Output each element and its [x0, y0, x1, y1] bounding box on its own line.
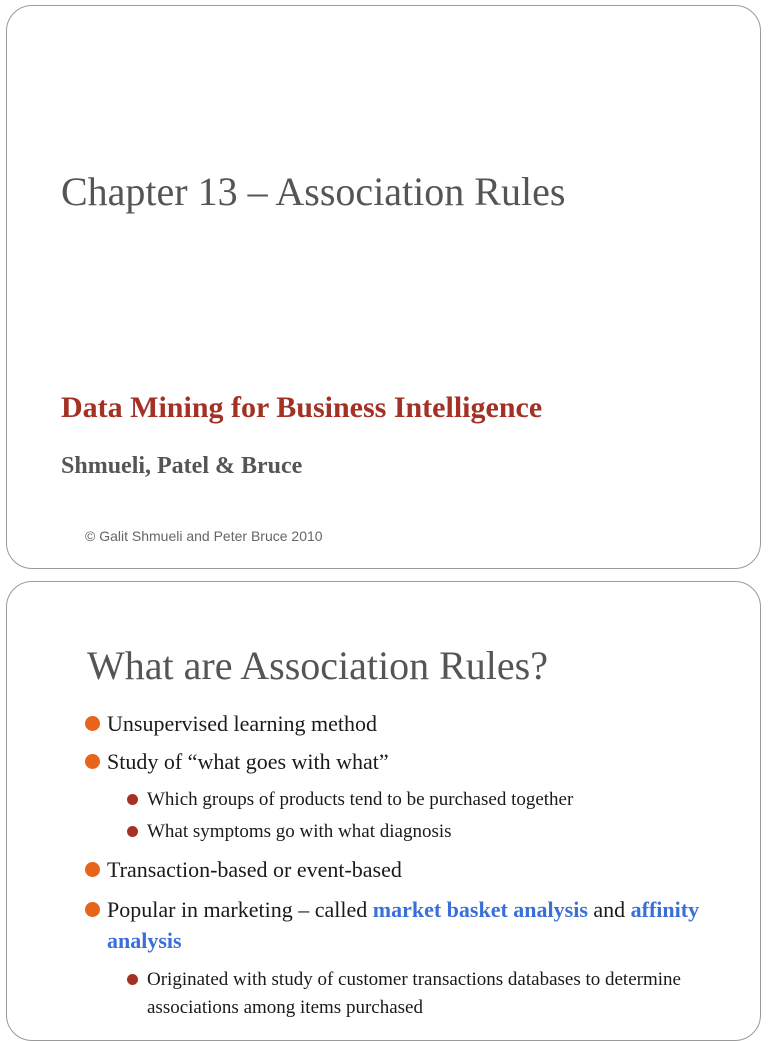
list-item — [85, 710, 725, 738]
bullet-text-prefix: Popular in marketing – called — [107, 897, 373, 922]
sub-bullet-dot-icon — [127, 794, 138, 805]
authors: Shmueli, Patel & Bruce — [61, 453, 303, 479]
content-slide — [6, 581, 761, 1041]
book-subtitle: Data Mining for Business Intelligence — [61, 391, 543, 424]
sub-bullet-text: Originated with study of customer transactions databases to determine associations among items purchased — [147, 969, 681, 1018]
sub-bullet-dot-icon — [127, 826, 138, 837]
sub-list-item — [85, 818, 725, 846]
bullet-text: Study of “what goes with what” — [107, 749, 389, 774]
bullet-dot-icon — [85, 754, 100, 769]
bullet-text-mid: and — [587, 897, 631, 922]
list-item — [85, 748, 725, 776]
slide-title: What are Association Rules? — [87, 643, 548, 688]
sub-bullet-dot-icon — [127, 974, 138, 985]
sub-list-item — [85, 786, 725, 814]
copyright-footer: © Galit Shmueli and Peter Bruce 2010 — [85, 528, 323, 544]
list-item — [85, 856, 725, 884]
sub-bullet-text: What symptoms go with what diagnosis — [147, 821, 452, 842]
bullet-text: Transaction-based or event-based — [107, 857, 402, 882]
keyword-affinity-analysis: affinity analysis — [107, 897, 700, 953]
bullet-text: Unsupervised learning method — [107, 711, 378, 736]
bullet-list — [85, 710, 725, 1026]
title-slide — [6, 5, 761, 569]
sub-bullet-text: Which groups of products tend to be purchased together — [147, 789, 574, 810]
slide-title: Chapter 13 – Association Rules — [61, 169, 566, 214]
list-item — [85, 894, 725, 956]
keyword-market-basket-analysis: market basket analysis — [372, 897, 588, 922]
bullet-dot-icon — [85, 862, 100, 877]
sub-list-item — [85, 966, 725, 1022]
bullet-dot-icon — [85, 716, 100, 731]
bullet-dot-icon — [85, 902, 100, 917]
